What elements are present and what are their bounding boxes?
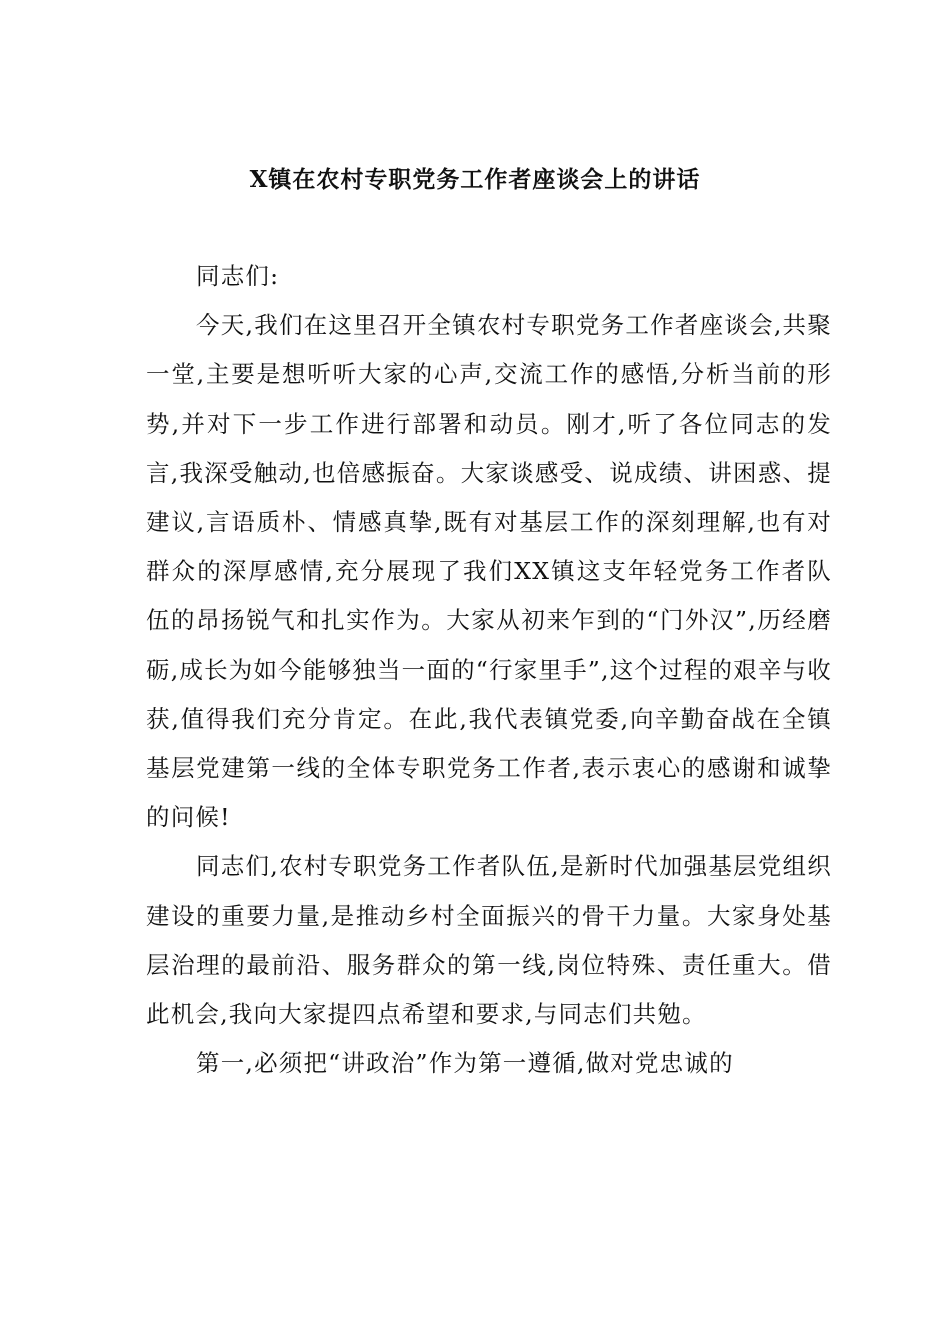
paragraph-2: 同志们,农村专职党务工作者队伍,是新时代加强基层党组织建设的重要力量,是推动乡村全面振兴的骨干力量。大家身处基层治理的最前沿、服务群众的第一线,岗位特殊、责任重大。借此机会,我向大家提四点希望和要求,与同志们共勉。	[146, 852, 832, 1029]
document-title: X镇在农村专职党务工作者座谈会上的讲话	[249, 166, 701, 193]
paragraph-3: 第一,必须把“讲政治”作为第一遵循,做对党忠诚的	[196, 1049, 734, 1078]
salutation: 同志们:	[196, 262, 280, 290]
paragraph-1: 今天,我们在这里召开全镇农村专职党务工作者座谈会,共聚一堂,主要是想听听大家的心声,交流工作的感悟,分析当前的形势,并对下一步工作进行部署和动员。刚才,听了各位同志的发言,我深受触动,也倍感振奋。大家谈感受、说成绩、讲困惑、提建议,言语质朴、情感真挚,既有对基层工作的深刻理解,也有对群众的深厚感情,充分展现了我们XX镇这支年轻党务工作者队伍的昂扬锐气和扎实作为。大家从初来乍到的“门外汉”,历经磨砺,成长为如今能够独当一面的“行家里手”,这个过程的艰辛与收获,值得我们充分肯定。在此,我代表镇党委,向辛勤奋战在全镇基层党建第一线的全体专职党务工作者,表示衷心的感谢和诚挚的问候!	[146, 311, 832, 832]
document-body	[146, 252, 832, 1088]
